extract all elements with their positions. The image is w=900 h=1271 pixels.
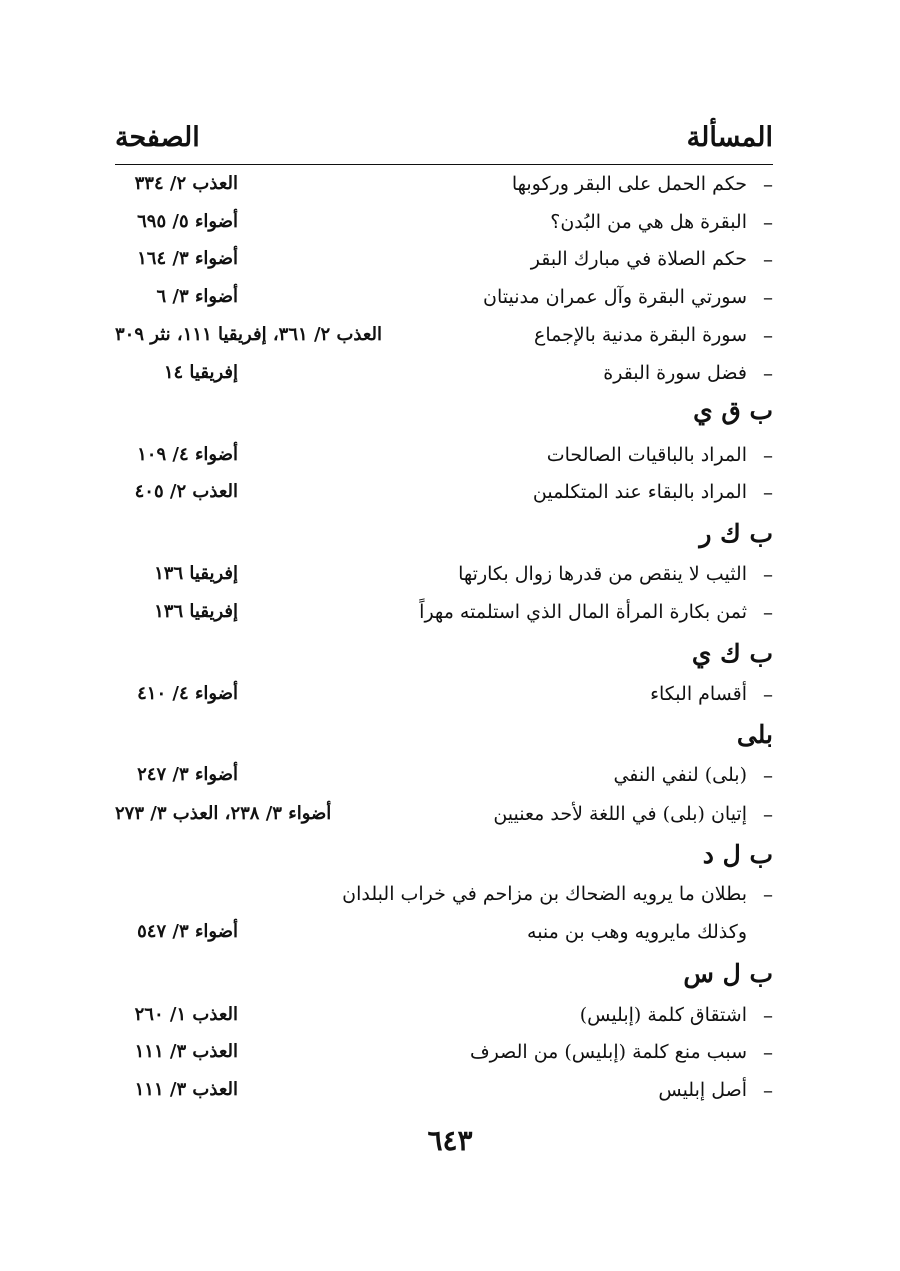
index-entry (0, 556, 900, 592)
index-entry (0, 474, 900, 510)
entry-dash: – (763, 361, 773, 385)
index-entry (0, 757, 900, 793)
entry-topic: فضل سورة البقرة (603, 362, 747, 384)
entry-dash: – (763, 443, 773, 467)
entry-dash: – (763, 682, 773, 706)
topic-column-title: المسألة (686, 122, 773, 153)
entry-topic: أقسام البكاء (650, 683, 747, 705)
entry-reference: إفريقيا ١٣٦ (154, 563, 238, 584)
entry-reference: أضواء ٣/ ٢٤٧ (137, 764, 238, 785)
index-entry (0, 204, 900, 240)
index-entry (0, 876, 900, 912)
entry-reference: أضواء ٥/ ٦٩٥ (137, 211, 238, 232)
entry-topic: أصل إبليس (658, 1079, 747, 1101)
entry-dash: – (763, 562, 773, 586)
entry-reference: أضواء ٣/ ٥٤٧ (137, 921, 238, 942)
entry-reference: إفريقيا ١٣٦ (154, 601, 238, 622)
entry-topic: سبب منع كلمة (إبليس) من الصرف (469, 1041, 747, 1063)
entry-topic: اشتقاق كلمة (إبليس) (579, 1004, 747, 1026)
entry-reference: أضواء ٣/ ١٦٤ (137, 248, 238, 269)
index-entry (0, 796, 900, 832)
root-letters: ب ل س (683, 959, 773, 988)
index-entry (0, 317, 900, 353)
entry-reference: العذب ٢/ ٤٠٥ (134, 481, 238, 502)
entry-reference: العذب ٢/ ٣٦١، إفريقيا ١١١، نثر ٣٠٩ (115, 324, 383, 345)
page-number: ٦٤٣ (427, 1124, 473, 1157)
entry-topic: وكذلك مايرويه وهب بن منبه (527, 921, 747, 943)
entry-topic: إتيان (بلى) في اللغة لأحد معنيين (493, 803, 747, 825)
entry-reference: أضواء ٣/ ٢٣٨، العذب ٣/ ٢٧٣ (115, 803, 332, 824)
entry-dash: – (763, 1003, 773, 1027)
page-column-title: الصفحة (115, 122, 200, 153)
entry-dash: – (763, 1040, 773, 1064)
index-entry (0, 166, 900, 202)
root-letters: ب ك ر (699, 519, 773, 548)
index-entry (0, 355, 900, 391)
entry-topic: بطلان ما يرويه الضحاك بن مزاحم في خراب البلدان (342, 883, 747, 905)
entry-dash: – (763, 600, 773, 624)
table-header (115, 118, 773, 165)
root-heading (0, 516, 900, 552)
entry-topic: سورة البقرة مدنية بالإجماع (534, 324, 747, 346)
index-entry (0, 1072, 900, 1108)
entry-topic: سورتي البقرة وآل عمران مدنيتان (483, 286, 747, 308)
entry-dash: – (763, 1078, 773, 1102)
index-entry (0, 914, 900, 950)
root-heading (0, 956, 900, 992)
root-heading (0, 636, 900, 672)
entry-dash: – (763, 882, 773, 906)
entry-topic: البقرة هل هي من البُدن؟ (550, 211, 747, 233)
root-heading (0, 717, 900, 753)
root-letters: ب ك ي (691, 639, 773, 668)
entry-dash: – (763, 480, 773, 504)
entry-reference: إفريقيا ١٤ (163, 362, 238, 383)
index-entry (0, 437, 900, 473)
entry-topic: المراد بالبقاء عند المتكلمين (532, 481, 747, 503)
entry-topic: حكم الصلاة في مبارك البقر (530, 248, 747, 270)
entry-reference: أضواء ٤/ ١٠٩ (137, 444, 238, 465)
entry-dash: – (763, 323, 773, 347)
entry-dash: – (763, 172, 773, 196)
entry-reference: العذب ٣/ ١١١ (134, 1079, 238, 1100)
entry-dash: – (763, 210, 773, 234)
entry-reference: أضواء ٣/ ٦ (156, 286, 238, 307)
entry-reference: العذب ٢/ ٣٣٤ (134, 173, 238, 194)
entry-topic: المراد بالباقيات الصالحات (546, 444, 747, 466)
entry-reference: العذب ١/ ٢٦٠ (134, 1004, 238, 1025)
entry-topic: حكم الحمل على البقر وركوبها (511, 173, 747, 195)
root-heading (0, 837, 900, 873)
index-entry (0, 594, 900, 630)
root-letters: ب ق ي (693, 396, 773, 425)
entry-reference: أضواء ٤/ ٤١٠ (137, 683, 238, 704)
entry-reference: العذب ٣/ ١١١ (134, 1041, 238, 1062)
entry-dash: – (763, 285, 773, 309)
index-entry (0, 1034, 900, 1070)
entry-dash: – (763, 763, 773, 787)
index-entry (0, 279, 900, 315)
entry-topic: ثمن بكارة المرأة المال الذي استلمته مهراً (419, 601, 747, 623)
root-heading (0, 393, 900, 429)
index-entry (0, 241, 900, 277)
entry-dash: – (763, 247, 773, 271)
entry-topic: (بلى) لنفي النفي (613, 764, 747, 786)
index-entry (0, 997, 900, 1033)
root-letters: بلى (736, 720, 773, 749)
entry-topic: الثيب لا ينقص من قدرها زوال بكارتها (458, 563, 747, 585)
entry-dash: – (763, 802, 773, 826)
root-letters: ب ل د (702, 840, 773, 869)
index-entry (0, 676, 900, 712)
